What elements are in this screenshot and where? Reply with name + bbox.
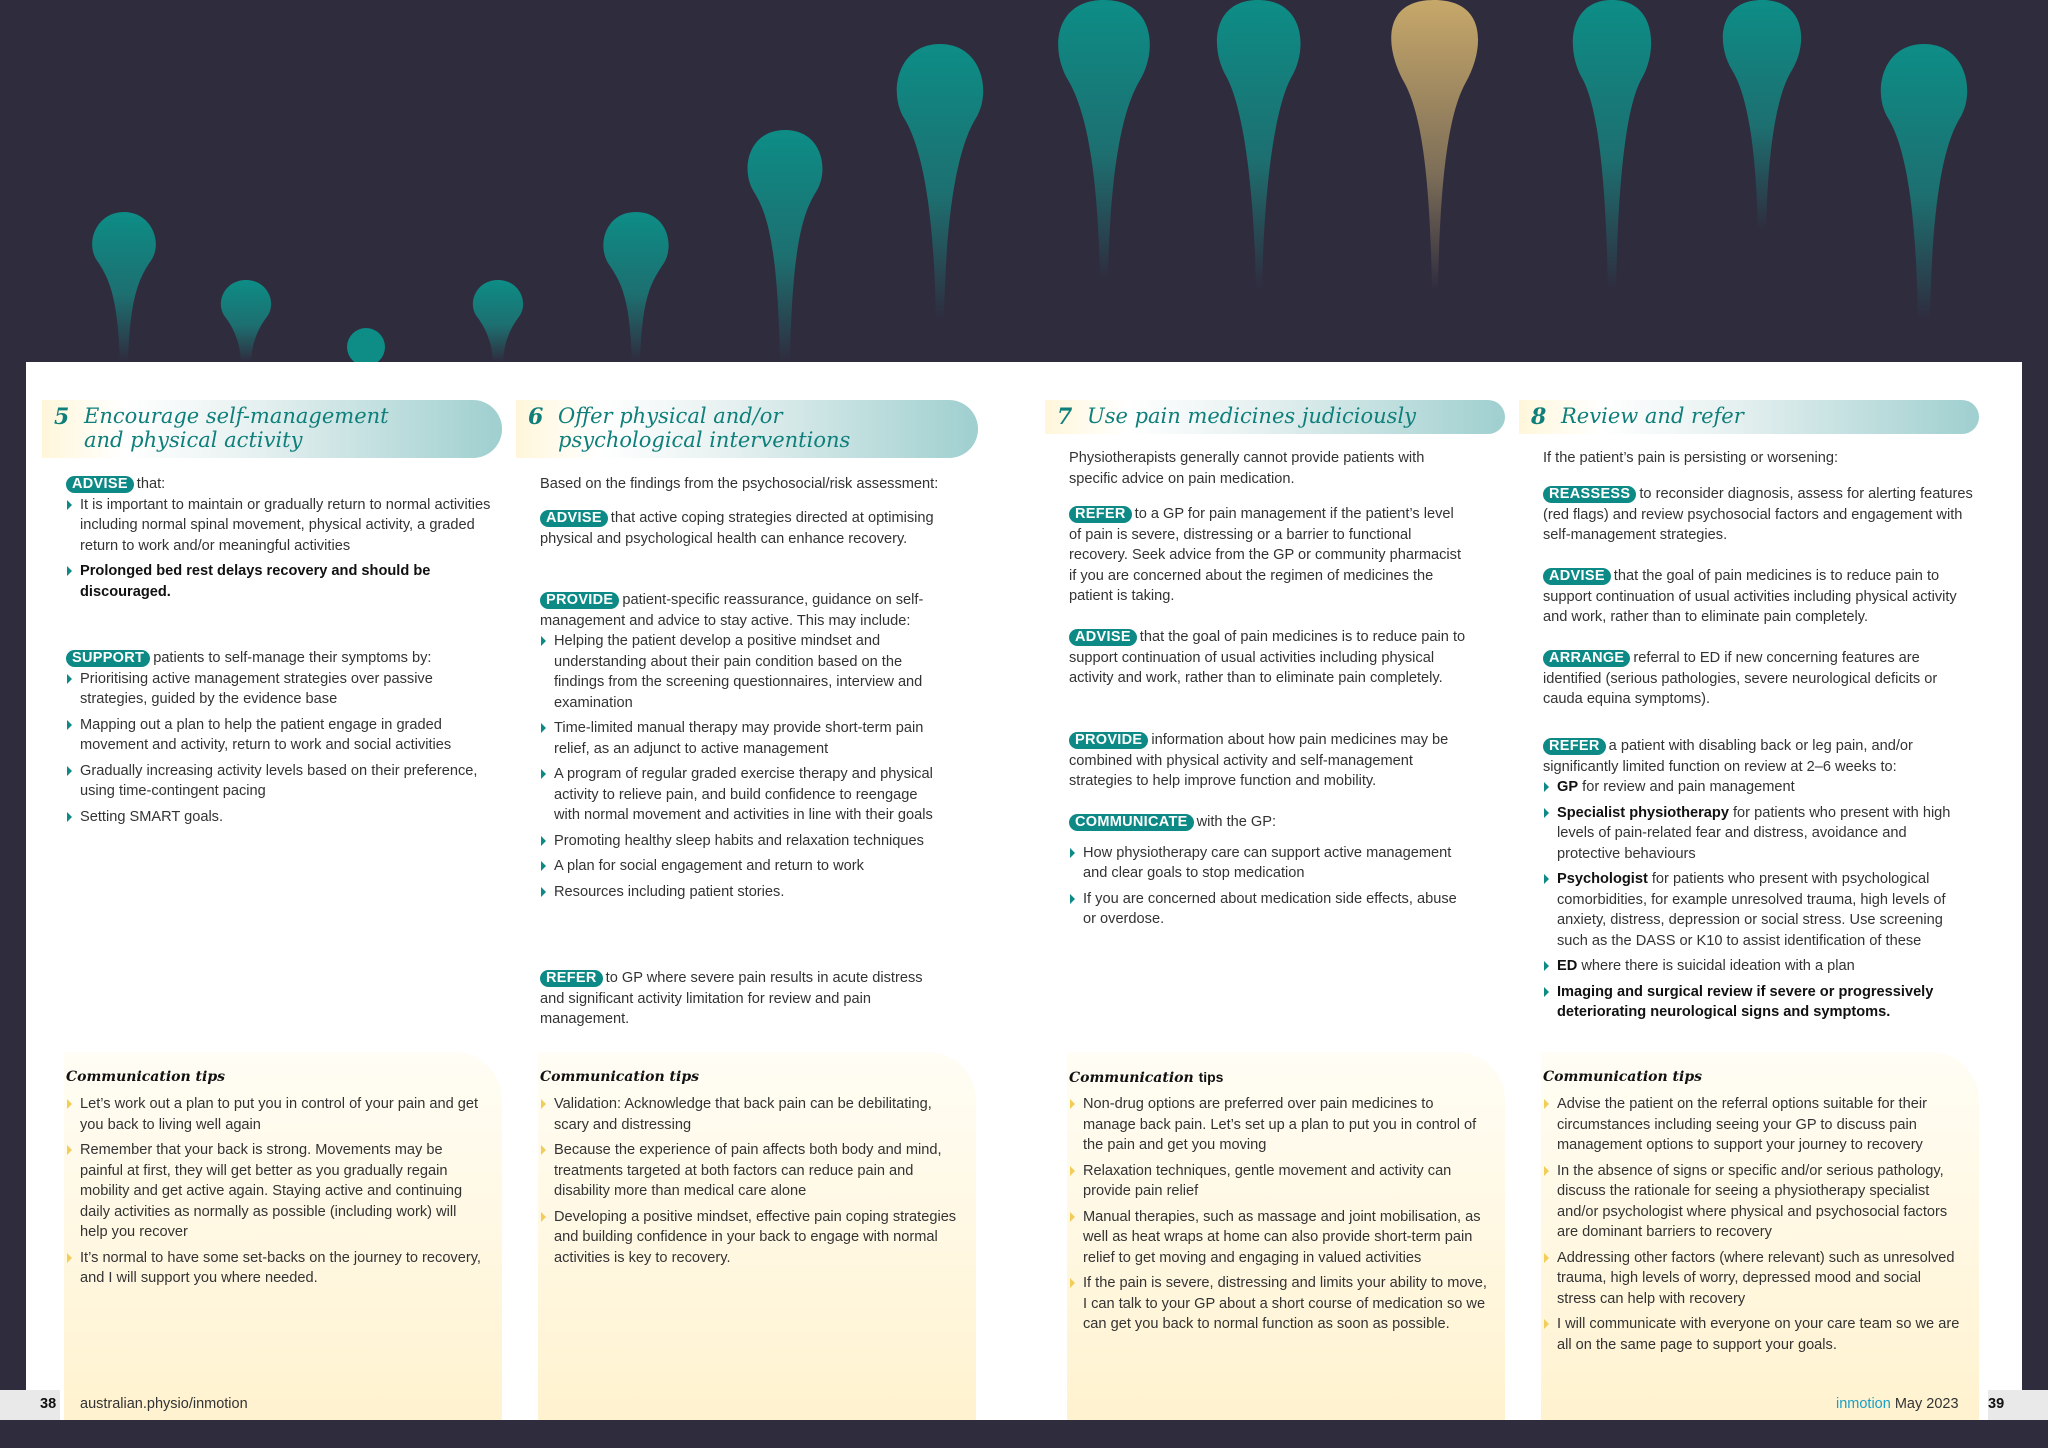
list-item: Promoting healthy sleep habits and relaxation techniques <box>540 831 940 852</box>
list-item: Mapping out a plan to help the patient engage in graded movement and activity, return to work and social activities <box>66 715 496 756</box>
section-title: Encourage self-management and physical activity <box>84 404 389 452</box>
refer-block: REFER to a GP for pain management if the patient’s level of pain is severe, distressing or a barrier to functional recovery. Seek advice from the GP or community pharmacist if you are concerned about the regimen of medicines the patient is taking. <box>1069 506 1462 604</box>
list-item: Manual therapies, such as massage and joint mobilisation, as well as heat wraps at home can also provide short-term pain relief to get moving and engaging in valued activities <box>1069 1207 1489 1269</box>
droplet-illustration <box>0 0 2048 362</box>
provide-block: PROVIDE information about how pain medicines may be combined with physical activity and self-management strategies to help improve function and mobility. <box>1069 732 1449 789</box>
list-item: I will communicate with everyone on your care team so we are all on the same page to support your goals. <box>1543 1314 1963 1355</box>
list-item: GP for review and pain management <box>1543 777 1973 798</box>
provide-pill: PROVIDE <box>540 592 619 609</box>
list-item: Gradually increasing activity levels based on their preference, using time-contingent pacing <box>66 761 496 802</box>
tips-heading: Communication tips <box>1069 1069 1224 1086</box>
tips-list <box>540 1094 960 1268</box>
refer-pill: REFER <box>540 970 603 987</box>
list-item: Resources including patient stories. <box>540 882 940 903</box>
provide-block: PROVIDE patient-specific reassurance, guidance on self-management and advice to stay active. This may include: Helping the patient develop a positive mindset and understanding about their pain condition based on the findings from the screening questionnaires, interview and examination Time-limited manual therapy may provide short-term pain relief, as an adjunct to active management A program of regular graded exercise therapy and physical activity to relieve pain, and build confidence to reengage with normal movement and activities in line with their goals Promoting healthy sleep habits and relaxation techniques A plan for social engagement and return to work Resources including patient stories. <box>540 590 940 907</box>
tips-list <box>1543 1094 1963 1355</box>
arrange-pill: ARRANGE <box>1543 650 1630 667</box>
refer-block: REFER a patient with disabling back or leg pain, and/or significantly limited function on review at 2–6 weeks to: GP for review and pain management Specialist physiotherapy for patients who present with high levels of pain-related fear and distress, avoidance and protective behaviours Psychologist for patients who present with psychological comorbidities, for example unresolved trauma, high levels of anxiety, distress, depression or social stress. Use screening such as the DASS or K10 to assist identification of these ED where there is suicidal ideation with a plan Imaging and surgical review if severe or progressively deteriorating neurological signs and symptoms. <box>1543 736 1973 1028</box>
list-item: Time-limited manual therapy may provide short-term pain relief, as an adjunct to active management <box>540 718 940 759</box>
arrange-block: ARRANGE referral to ED if new concerning features are identified (serious pathologies, severe neurological deficits or cauda equina symptoms). <box>1543 650 1938 707</box>
tips-heading: Communication tips <box>66 1069 226 1085</box>
list-item: Because the experience of pain affects both body and mind, treatments targeted at both factors can reduce pain and disability more than medical care alone <box>540 1140 960 1202</box>
list-item: Non-drug options are preferred over pain medicines to manage back pain. Let’s set up a plan to put you in control of the pain and get you moving <box>1069 1094 1489 1156</box>
list-item: In the absence of signs or specific and/or serious pathology, discuss the rationale for seeing a physiotherapy specialist and/or psychologist where physical and psychosocial factors are dominant barriers to recovery <box>1543 1161 1963 1243</box>
refer-block: REFER to GP where severe pain results in acute distress and significant activity limitation for review and pain management. <box>540 970 923 1027</box>
section-number: 8 <box>1531 404 1547 430</box>
tips-heading: Communication tips <box>540 1069 700 1085</box>
support-pill: SUPPORT <box>66 650 150 667</box>
section-number: 6 <box>528 404 544 430</box>
decorative-header-band <box>0 0 2048 362</box>
list-item: Let’s work out a plan to put you in control of your pain and get you back to living well again <box>66 1094 486 1135</box>
communication-tips-box <box>1067 1052 1505 1420</box>
footer-issue: inmotion May 2023 <box>1836 1396 1959 1412</box>
brand-name: inmotion <box>1836 1396 1891 1412</box>
section-8-banner <box>1519 400 1979 434</box>
list-item: How physiotherapy care can support active management and clear goals to stop medication <box>1069 843 1469 884</box>
intro-text: If the patient’s pain is persisting or worsening: <box>1543 450 1839 466</box>
section-title: Use pain medicines judiciously <box>1087 404 1417 428</box>
list-item: Prolonged bed rest delays recovery and should be discouraged. <box>66 561 496 602</box>
advise-list <box>66 495 496 603</box>
advise-block: ADVISE that active coping strategies directed at optimising physical and psychological health can enhance recovery. <box>540 510 934 547</box>
section-number: 5 <box>54 404 70 430</box>
reassess-block: REASSESS to reconsider diagnosis, assess for alerting features (red flags) and review psychosocial factors and engagement with self-management strategies. <box>1543 486 1973 543</box>
communicate-pill: COMMUNICATE <box>1069 814 1194 831</box>
communication-tips-box <box>1541 1052 1979 1420</box>
section-title: Review and refer <box>1561 404 1744 428</box>
refer-pill: REFER <box>1543 738 1606 755</box>
advise-pill: ADVISE <box>540 510 608 527</box>
section-7-banner <box>1045 400 1505 434</box>
advise-block: ADVISE that the goal of pain medicines is to reduce pain to support continuation of usual activities including physical activity and work, rather than to eliminate pain completely. <box>1543 568 1957 625</box>
list-item: A program of regular graded exercise therapy and physical activity to relieve pain, and build confidence to reengage with normal movement and activities in line with their goals <box>540 764 940 826</box>
communicate-list <box>1069 843 1469 930</box>
section-number: 7 <box>1057 404 1073 430</box>
list-item: If the pain is severe, distressing and limits your ability to move, I can talk to your GP about a short course of medication so we can get you back to normal function as soon as possible. <box>1069 1273 1489 1335</box>
list-item: Setting SMART goals. <box>66 807 496 828</box>
list-item: Imaging and surgical review if severe or progressively deteriorating neurological signs and symptoms. <box>1543 982 1973 1023</box>
list-item: A plan for social engagement and return to work <box>540 856 940 877</box>
communication-tips-box <box>538 1052 976 1420</box>
list-item: If you are concerned about medication side effects, abuse or overdose. <box>1069 889 1469 930</box>
communicate-block: COMMUNICATE with the GP: How physiotherapy care can support active management and clear goals to stop medication If you are concerned about medication side effects, abuse or overdose. <box>1069 812 1469 935</box>
intro-text: Based on the findings from the psychosocial/risk assessment: <box>540 476 939 492</box>
section-title: Offer physical and/or psychological interventions <box>558 404 851 452</box>
tips-heading: Communication tips <box>1543 1069 1703 1085</box>
left-page-number: 38 <box>40 1396 57 1412</box>
list-item: Relaxation techniques, gentle movement and activity can provide pain relief <box>1069 1161 1489 1202</box>
reassess-pill: REASSESS <box>1543 486 1636 503</box>
list-item: It is important to maintain or gradually return to normal activities including normal spinal movement, physical activity, a graded return to work and/or meaningful activities <box>66 495 496 557</box>
refer-list <box>1543 777 1973 1023</box>
section-6-banner <box>516 400 978 458</box>
advise-pill: ADVISE <box>1069 629 1137 646</box>
support-block: SUPPORT patients to self-manage their symptoms by: Prioritising active management strategies over passive strategies, guided by the evidence base Mapping out a plan to help the patient engage in graded movement and activity, return to work and social activities Gradually increasing activity levels based on their preference, using time-contingent pacing Setting SMART goals. <box>66 648 496 832</box>
footer-url: australian.physio/inmotion <box>80 1396 248 1412</box>
advise-block: ADVISE that: It is important to maintain or gradually return to normal activities including normal spinal movement, physical activity, a graded return to work and/or meaningful activities Prolonged bed rest delays recovery and should be discouraged. <box>66 474 496 607</box>
list-item: Specialist physiotherapy for patients who present with high levels of pain-related fear and distress, avoidance and protective behaviours <box>1543 803 1973 865</box>
list-item: ED where there is suicidal ideation with a plan <box>1543 956 1973 977</box>
list-item: Prioritising active management strategies over passive strategies, guided by the evidence base <box>66 669 496 710</box>
refer-pill: REFER <box>1069 506 1132 523</box>
list-item: Remember that your back is strong. Movements may be painful at first, they will get better as you gradually regain mobility and get active again. Staying active and continuing daily activities as normally as possible (including work) will help you recover <box>66 1140 486 1243</box>
advise-pill: ADVISE <box>66 476 134 493</box>
intro-text: Physiotherapists generally cannot provide patients with specific advice on pain medication. <box>1069 450 1425 487</box>
list-item: Addressing other factors (where relevant) such as unresolved trauma, high levels of worry, depressed mood and social stress can help with recovery <box>1543 1248 1963 1310</box>
support-list <box>66 669 496 828</box>
list-item: Psychologist for patients who present with psychological comorbidities, for example unresolved trauma, high levels of anxiety, distress, depression or social stress. Use screening such as the DASS or K10 to assist identification of these <box>1543 869 1973 951</box>
right-page-number: 39 <box>1988 1396 2005 1412</box>
provide-pill: PROVIDE <box>1069 732 1148 749</box>
advise-block: ADVISE that the goal of pain medicines is to reduce pain to support continuation of usual activities including physical activity and work, rather than to eliminate pain completely. <box>1069 629 1466 686</box>
list-item: Advise the patient on the referral options suitable for their circumstances including seeing your GP to discuss pain management options to support your journey to recovery <box>1543 1094 1963 1156</box>
section-5-banner <box>42 400 502 458</box>
list-item: Developing a positive mindset, effective pain coping strategies and building confidence in your back to engage with normal activities is key to recovery. <box>540 1207 960 1269</box>
advise-pill: ADVISE <box>1543 568 1611 585</box>
tips-list <box>66 1094 486 1289</box>
list-item: Helping the patient develop a positive mindset and understanding about their pain condition based on the findings from the screening questionnaires, interview and examination <box>540 631 940 713</box>
list-item: Validation: Acknowledge that back pain can be debilitating, scary and distressing <box>540 1094 960 1135</box>
bottom-band <box>0 1420 2048 1448</box>
list-item: It’s normal to have some set-backs on the journey to recovery, and I will support you where needed. <box>66 1248 486 1289</box>
tips-list <box>1069 1094 1489 1335</box>
provide-list <box>540 631 940 902</box>
communication-tips-box <box>64 1052 502 1420</box>
